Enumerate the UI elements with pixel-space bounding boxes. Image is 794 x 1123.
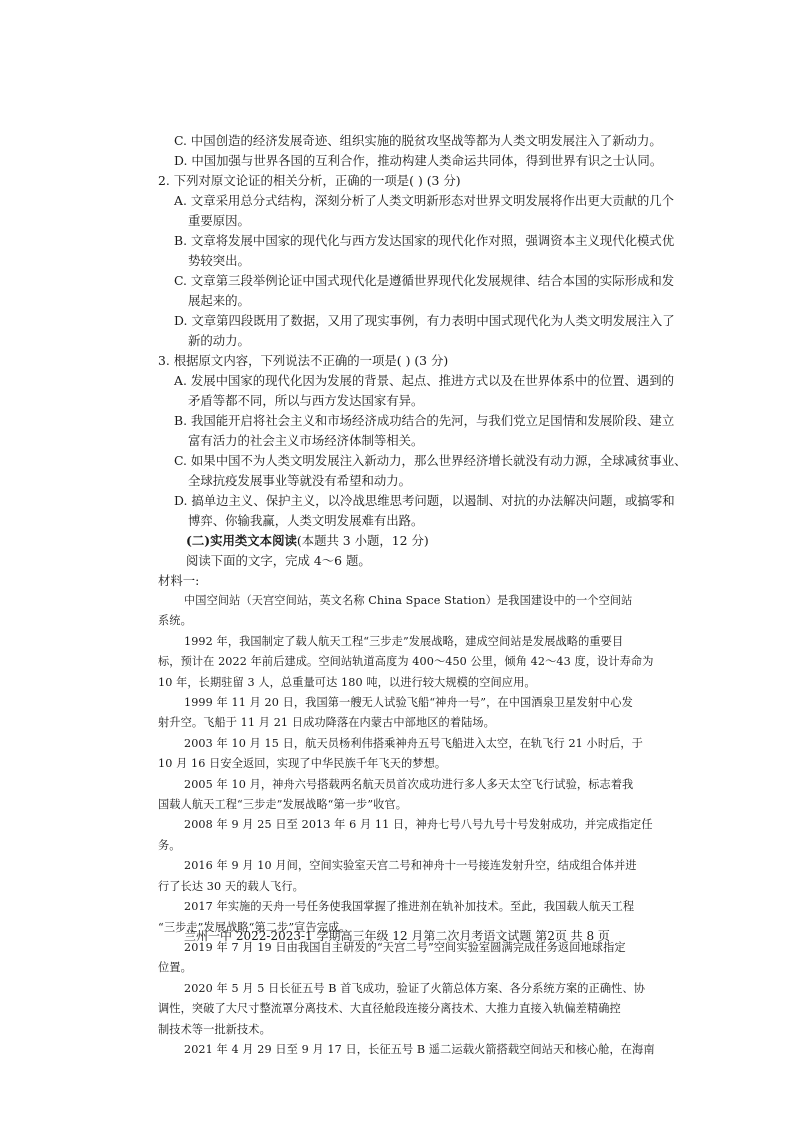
text-line: 势较突出。 — [188, 253, 250, 268]
material-line: 2016 年 9 月 10 月间，空间实验室天宫二号和神舟十一号接连发射升空，结成组合体并进 — [184, 859, 637, 873]
text-line: C. 文章第三段举例论证中国式现代化是遵循世界现代化发展规律、结合本国的实际形成和发 — [174, 273, 675, 288]
material-line: 10 年，长期驻留 3 人，总重量可达 180 吨，以进行较大规模的空间应用。 — [158, 675, 536, 689]
text-line: B. 我国能开启将社会主义和市场经济成功结合的先河，与我们党立足国情和发展阶段、建立 — [174, 413, 675, 428]
material-line: 行了长达 30 天的载人飞行。 — [158, 879, 304, 893]
text-line: C. 中国创造的经济发展奇迹、组织实施的脱贫攻坚战等都为人类文明发展注入了新动力。 — [174, 133, 662, 148]
material-line: 2008 年 9 月 25 日至 2013 年 6 月 11 日，神舟七号八号九号十号发射成功，并完成指定任 — [184, 818, 653, 832]
material-line: 10 月 16 日安全返回，实现了中华民族千年飞天的梦想。 — [158, 757, 447, 771]
text-line: 2. 下列对原文论证的相关分析，正确的一项是( ) (3 分) — [158, 173, 461, 188]
section-heading — [158, 531, 654, 551]
material-line: 国载人航天工程“三步走”发展战略“第一步”收官。 — [158, 798, 408, 812]
text-line: D. 搞单边主义、保护主义，以冷战思维思考问题，以遏制、对抗的办法解决问题，或搞零和 — [174, 493, 675, 508]
section-title: (二)实用类文本阅读 — [186, 533, 297, 548]
page-footer: 兰州一中 2022-2023-1 学期高三年级 12 月第二次月考语文试题 第2页 共 8 页 — [184, 929, 610, 943]
section-note: (本题共 3 小题，12 分) — [296, 533, 429, 548]
material-line: 2017 年实施的天舟一号任务使我国掌握了推进剂在轨补加技术。至此，我国载人航天工程 — [184, 900, 635, 914]
text-line: 全球抗疫发展事业等就没有希望和动力。 — [188, 473, 412, 488]
material-line: 制技术等一批新技术。 — [158, 1022, 271, 1036]
material-line: 2005 年 10 月，神舟六号搭载两名航天员首次成功进行多人多天太空飞行试验，标志着我 — [184, 777, 634, 791]
text-line: D. 中国加强与世界各国的互利合作，推动构建人类命运共同体，得到世界有识之士认同。 — [174, 153, 663, 168]
material-label: 材料一: — [158, 573, 200, 588]
material-line: “三步走”发展战略“第二步”宣告完成。 — [158, 920, 351, 934]
material-line: 2020 年 5 月 5 日长征五号 B 首飞成功，验证了火箭总体方案、各分系统方案的正确性、协 — [184, 981, 645, 995]
material-line: 标，预计在 2022 年前后建成。空间站轨道高度为 400～450 公里，倾角 42～43 度，设计寿命为 — [158, 655, 654, 669]
material-line: 1999 年 11 月 20 日，我国第一艘无人试验飞船“神舟一号”，在中国酒泉卫星发射中心发 — [184, 696, 633, 710]
text-line: 博弈、你输我赢，人类文明发展难有出路。 — [188, 513, 424, 528]
material-line: 射升空。飞船于 11 月 21 日成功降落在内蒙古中部地区的着陆场。 — [158, 716, 495, 730]
material-line: 2021 年 4 月 29 日至 9 月 17 日，长征五号 B 遥二运载火箭搭载空间站天和核心舱，在海南 — [184, 1042, 655, 1056]
material-line: 系统。 — [158, 614, 192, 628]
text-line: C. 如果中国不为人类文明发展注入新动力，那么世界经济增长就没有动力源，全球减贫事业、 — [174, 453, 687, 468]
reading-instruction: 阅读下面的文字，完成 4～6 题。 — [186, 553, 371, 568]
text-line: 3. 根据原文内容，下列说法不正确的一项是( ) (3 分) — [158, 353, 449, 368]
material-line: 2003 年 10 月 15 日，航天员杨利伟搭乘神舟五号飞船进入太空，在轨飞行 21 小时后，于 — [184, 736, 643, 750]
material-line: 调性，突破了大尺寸整流罩分离技术、大直径舱段连接分离技术、大推力直接入轨偏差精确控 — [158, 1002, 621, 1016]
text-line: A. 文章采用总分式结构，深刻分析了人类文明新形态对世界文明发展将作出更大贡献的几个 — [174, 193, 675, 208]
page-content — [158, 131, 687, 1060]
text-line: 展起来的。 — [188, 293, 250, 308]
material-line: 2019 年 7 月 19 日由我国自主研发的“天宫二号”空间实验室圆满完成任务返回地球指定 — [184, 940, 626, 954]
text-line: B. 文章将发展中国家的现代化与西方发达国家的现代化作对照，强调资本主义现代化模式优 — [174, 233, 675, 248]
text-line: 富有活力的社会主义市场经济体制等相关。 — [188, 433, 424, 448]
text-line: D. 文章第四段既用了数据，又用了现实事例，有力表明中国式现代化为人类文明发展注入了 — [174, 313, 675, 328]
text-line: 重要原因。 — [188, 213, 250, 228]
material-text — [158, 591, 654, 1060]
material-line: 位置。 — [158, 961, 192, 975]
material-line: 务。 — [158, 838, 181, 852]
question-block — [158, 131, 687, 531]
text-line: 矛盾等都不同，所以与西方发达国家有异。 — [188, 393, 424, 408]
material-line: 中国空间站（天宫空间站，英文名称 China Space Station）是我国建设中的一个空间站 — [184, 594, 633, 607]
text-line: 新的动力。 — [188, 333, 250, 348]
material-line: 1992 年，我国制定了载人航天工程“三步走”发展战略，建成空间站是发展战略的重要目 — [184, 634, 624, 648]
text-line: A. 发展中国家的现代化因为发展的背景、起点、推进方式以及在世界体系中的位置、遇到的 — [174, 373, 675, 388]
